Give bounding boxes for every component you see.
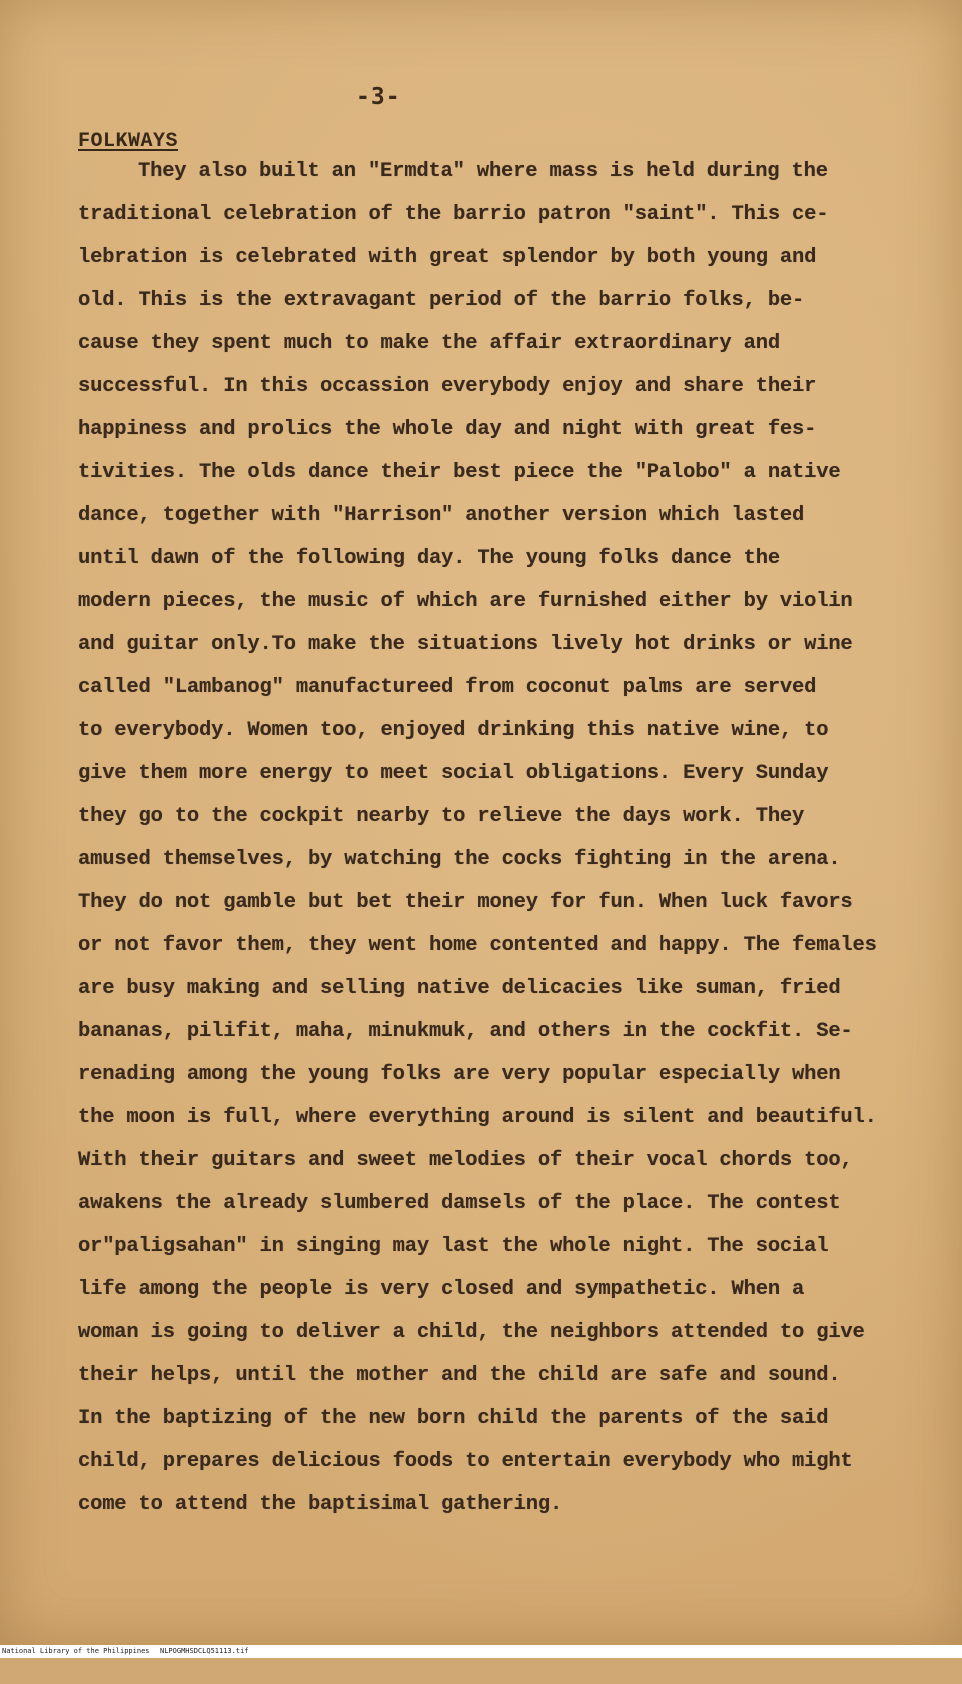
scan-footer bbox=[0, 1645, 962, 1658]
text-line: woman is going to deliver a child, the neighbors attended to give bbox=[78, 1321, 865, 1344]
text-line: lebration is celebrated with great splendor by both young and bbox=[78, 246, 817, 269]
text-line: amused themselves, by watching the cocks fighting in the arena. bbox=[78, 848, 841, 871]
text-line: come to attend the baptisimal gathering. bbox=[78, 1493, 563, 1516]
text-line: cause they spent much to make the affair extraordinary and bbox=[78, 332, 780, 355]
text-line: or not favor them, they went home contented and happy. The females bbox=[78, 934, 877, 957]
text-line: they go to the cockpit nearby to relieve the days work. They bbox=[78, 805, 805, 828]
section-heading: FOLKWAYS bbox=[78, 130, 179, 153]
text-line: child, prepares delicious foods to entertain everybody who might bbox=[78, 1450, 853, 1473]
text-line: renading among the young folks are very popular especially when bbox=[78, 1063, 841, 1086]
text-line: successful. In this occassion everybody enjoy and share their bbox=[78, 375, 817, 398]
text-line: They also built an "Ermdta" where mass is held during the bbox=[138, 160, 828, 183]
page-number: -3- bbox=[356, 84, 401, 110]
text-line: or"paligsahan" in singing may last the whole night. The social bbox=[78, 1235, 829, 1258]
text-line: bananas, pilifit, maha, minukmuk, and others in the cockfit. Se- bbox=[78, 1020, 853, 1043]
text-line: happiness and prolics the whole day and night with great fes- bbox=[78, 418, 817, 441]
text-line: until dawn of the following day. The young folks dance the bbox=[78, 547, 780, 570]
text-line: the moon is full, where everything around is silent and beautiful. bbox=[78, 1106, 877, 1129]
text-line: life among the people is very closed and sympathetic. When a bbox=[78, 1278, 805, 1301]
text-line: old. This is the extravagant period of the barrio folks, be- bbox=[78, 289, 805, 312]
text-line: and guitar only.To make the situations lively hot drinks or wine bbox=[78, 633, 853, 656]
text-line: awakens the already slumbered damsels of the place. The contest bbox=[78, 1192, 841, 1215]
text-line: are busy making and selling native delicacies like suman, fried bbox=[78, 977, 841, 1000]
text-line: give them more energy to meet social obligations. Every Sunday bbox=[78, 762, 829, 785]
text-line: With their guitars and sweet melodies of their vocal chords too, bbox=[78, 1149, 853, 1172]
text-line: traditional celebration of the barrio patron "saint". This ce- bbox=[78, 203, 829, 226]
text-line: In the baptizing of the new born child the parents of the said bbox=[78, 1407, 829, 1430]
footer-library: National Library of the Philippines bbox=[2, 1647, 150, 1655]
text-line: called "Lambanog" manufactureed from coconut palms are served bbox=[78, 676, 817, 699]
footer-file: NLPOGMHSDCLQ51113.tif bbox=[160, 1647, 249, 1655]
text-line: tivities. The olds dance their best piece the "Palobo" a native bbox=[78, 461, 841, 484]
text-line: They do not gamble but bet their money for fun. When luck favors bbox=[78, 891, 853, 914]
text-line: to everybody. Women too, enjoyed drinking this native wine, to bbox=[78, 719, 829, 742]
text-line: their helps, until the mother and the child are safe and sound. bbox=[78, 1364, 841, 1387]
text-line: modern pieces, the music of which are furnished either by violin bbox=[78, 590, 853, 613]
text-line: dance, together with "Harrison" another version which lasted bbox=[78, 504, 805, 527]
